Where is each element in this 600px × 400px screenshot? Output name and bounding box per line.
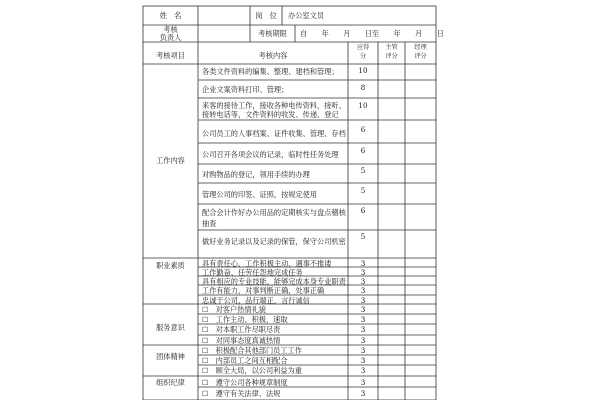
section-service-label: 服务意识 [156,323,185,332]
work-item-3-text-line1: 来客的接待工作，接收各种电传资料，接听、 [202,101,346,110]
discipline-item-2-score: 3 [360,389,366,398]
reviewer-label-line1: 考核 [163,25,178,34]
work-item-1-score: 10 [358,66,368,75]
work-item-7-score: 5 [360,186,366,195]
professional-item-3-text: 具有相应的专业技能，能够完成本身专业职责 [202,277,346,286]
section-professional-label: 职业素质 [156,261,185,270]
work-item-9-text: 做好业务记录以及记录的保管，保守公司机密 [202,237,346,246]
work-item-3-text-line2: 接转电话等，文件资料的收发、传递、登记 [202,110,339,119]
column-manager-heading-line1: 经理 [414,44,427,51]
work-item-6-text: 对购物品的登记，领用手续的办理 [202,170,310,179]
column-supervisor-heading-line1: 主管 [385,44,398,51]
service-item-4-score: 3 [360,336,366,345]
work-item-3-score: 10 [358,101,368,110]
reviewer-label-line2: 负责人 [159,33,182,42]
discipline-item-2-text[interactable]: ☐ 遵守有关法律、法规 [202,389,281,398]
professional-item-1-score: 3 [360,259,366,268]
team-item-1-score: 3 [360,346,366,355]
work-item-7-text: 管理公司的印签、证照，按规定使用 [202,190,318,199]
discipline-item-1-score: 3 [360,378,366,387]
period-value: 自 年 月 日至 年 月 日 [300,29,444,38]
work-item-5-text: 公司召开各项会议的记录，临时性任务处理 [202,150,339,159]
section-work-label: 工作内容 [156,156,185,165]
name-label: 姓 名 [159,11,182,20]
professional-item-2-score: 3 [360,268,366,277]
work-item-4-score: 6 [360,125,366,134]
work-item-2-score: 8 [360,83,366,92]
work-item-6-score: 5 [360,166,366,175]
column-item-heading: 考核项目 [156,51,185,60]
service-item-2-text[interactable]: ☐ 工作主动、积极，速取 [202,315,288,324]
column-score-heading-line2: 分 [359,53,367,60]
service-item-1-text[interactable]: ☐ 对客户热情礼貌 [202,305,266,314]
work-item-2-text: 企业文案资料打印、管理； [202,85,289,94]
team-item-2-text[interactable]: ☐ 内部员工之间互相配合 [202,356,288,365]
professional-item-2-text: 工作勤奋、任劳任怨地完成任务 [202,268,303,277]
service-item-2-score: 3 [360,315,366,324]
column-content-heading: 考核内容 [258,51,288,60]
reviewer-field[interactable] [203,28,247,38]
service-item-4-text[interactable]: ☐ 对同事态度真诚热情 [202,336,281,345]
professional-item-1-text: 具有责任心、工作积极主动、遇事不推诿 [202,259,332,268]
table-border [143,6,436,400]
work-item-8-text-line1: 配合会计作好办公用品的定期核实与盘点稽核 [202,208,346,217]
section-team-label: 团体精神 [156,352,185,361]
work-item-4-text: 公司员工的人事档案、证件收集、管理、存档 [202,129,346,138]
team-item-2-score: 3 [360,356,366,365]
column-manager-heading-line2: 评分 [414,53,427,60]
discipline-item-1-text[interactable]: ☐ 遵守公司各种规章制度 [202,378,288,387]
service-item-3-text[interactable]: ☐ 对本职工作尽职尽责 [202,325,281,334]
work-item-9-score: 5 [360,232,366,241]
team-item-3-score: 3 [360,366,366,375]
professional-item-4-text: 工作有能力，对事判断正确，处事正确 [202,286,325,295]
column-score-heading-line1: 应得 [356,44,370,51]
service-item-3-score: 3 [360,325,366,334]
professional-item-5-score: 3 [360,296,366,305]
position-label: 岗 位 [255,11,277,20]
professional-item-4-score: 3 [360,286,366,295]
team-item-1-text[interactable]: ☐ 积极配合其他部门员工工作 [202,346,302,355]
work-item-1-text: 各类文件资料的编集、整理、建档和管理； [202,67,339,76]
work-item-8-score: 6 [360,206,366,215]
period-label: 考核期限 [258,29,287,38]
service-item-1-score: 3 [360,305,366,314]
professional-item-5-text: 忠诚于公司，品行端正，言行诚信 [202,296,310,305]
work-item-8-text-line2: 抽查 [202,219,217,228]
name-field[interactable] [205,12,247,20]
position-value: 办公室文员 [288,11,324,20]
team-item-3-text[interactable]: ☐ 顾全大局，以公司利益为重 [202,366,302,375]
section-discipline-label: 组织纪律 [156,378,185,387]
professional-item-3-score: 3 [360,277,366,286]
column-supervisor-heading-line2: 评分 [385,53,398,60]
work-item-5-score: 6 [360,146,366,155]
